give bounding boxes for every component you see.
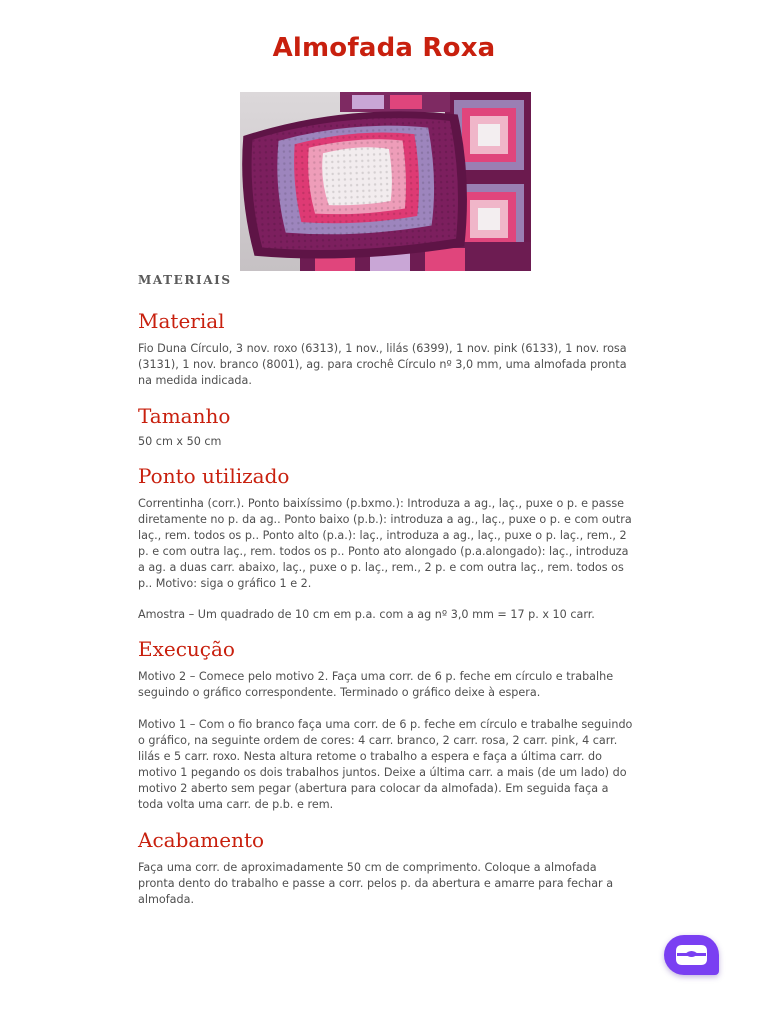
article-body	[138, 272, 633, 908]
heading-material: Material	[138, 309, 225, 333]
heading-tamanho: Tamanho	[138, 404, 231, 428]
section-eyebrow: MATERIAIS	[138, 273, 232, 287]
acabamento-text: Faça uma corr. de aproximadamente 50 cm de comprimento. Coloque a almofada pronta dento do trabalho e passe a corr. pelos p. da abertura e amarre para fechar a almofada.	[138, 861, 614, 906]
amostra-text: Amostra – Um quadrado de 10 cm em p.a. com a ag nº 3,0 mm = 17 p. x 10 carr.	[138, 608, 595, 621]
execucao-motivo-2-text: Motivo 2 – Comece pelo motivo 2. Faça uma corr. de 6 p. feche em círculo e trabalhe seguindo o gráfico correspondente. Terminado o gráfico deixe à espera.	[138, 670, 614, 699]
heading-execucao: Execução	[138, 637, 235, 661]
cushion-photo	[240, 92, 531, 271]
chat-icon	[674, 942, 709, 968]
heading-acabamento: Acabamento	[138, 828, 265, 852]
material-text: Fio Duna Círculo, 3 nov. roxo (6313), 1 nov., lilás (6399), 1 nov. pink (6133), 1 nov. rosa (3131), 1 nov. branco (8001), ag. para crochê Círculo nº 3,0 mm, uma almofada pronta na medida indicada.	[138, 342, 627, 387]
page-title: Almofada Roxa	[272, 33, 496, 63]
chat-button[interactable]	[664, 935, 719, 975]
heading-ponto-utilizado: Ponto utilizado	[138, 464, 290, 488]
execucao-motivo-1-text: Motivo 1 – Com o fio branco faça uma corr. de 6 p. feche em círculo e trabalhe seguindo o gráfico, na seguinte ordem de cores: 4 carr. branco, 2 carr. rosa, 2 carr. pink, 4 carr. lilás e 5 carr. roxo. Nesta altura retome o trabalho a espera e faça a última carr. do motivo 1 pegando os dois trabalhos juntos. Deixe a última carr. a mais (de um lado) do motivo 2 aberto sem pegar (abertura para colocar da almofada). Em seguida faça a toda volta uma carr. de p.b. e rem.	[138, 718, 633, 811]
tamanho-text: 50 cm x 50 cm	[138, 435, 222, 448]
ponto-text: Correntinha (corr.). Ponto baixíssimo (p.bxmo.): Introduza a ag., laç., puxe o p. e passe diretamente no p. da ag.. Ponto baixo (p.b.): introduza a ag., laç., puxe o p. e com outra laç., rem. todos os p.. Ponto alto (p.a.): laç., introduza a ag., laç., puxe o p. laç., rem., 2 p. e com outra laç., rem. todos os p.. Ponto ato alongado (p.a.alongado): laç., introduza a ag. a duas carr. abaixo, laç., puxe o p. laç., rem., 2 p. e com outra laç., rem. todos os p.. Motivo: siga o gráfico 1 e 2.	[138, 497, 632, 590]
